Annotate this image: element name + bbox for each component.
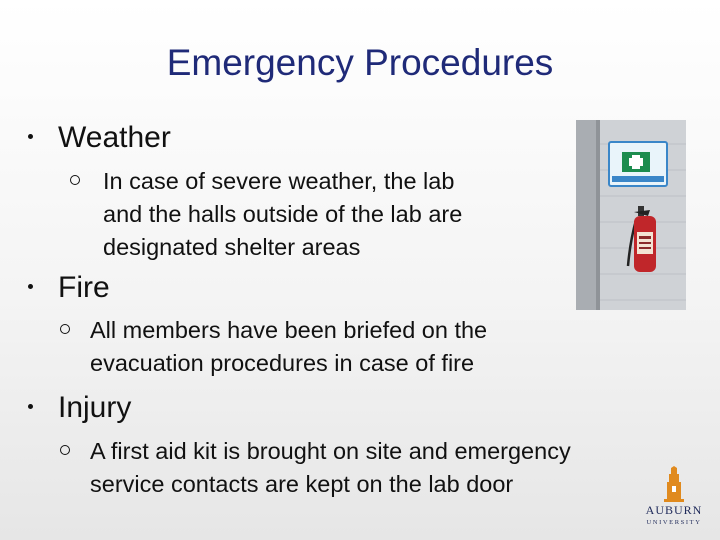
first-aid-and-extinguisher-photo	[576, 120, 686, 310]
bullet-heading: Fire	[58, 271, 110, 304]
logo-wordmark: AUBURN	[645, 503, 703, 517]
sub-bullet-fire	[90, 314, 487, 380]
bullet-dot-icon	[28, 134, 33, 139]
sub-line: and the halls outside of the lab are	[103, 201, 463, 227]
sub-line: evacuation procedures in case of fire	[90, 350, 475, 376]
slide-title: Emergency Procedures	[166, 42, 554, 83]
sub-line: designated shelter areas	[103, 234, 361, 260]
bullet-dot-icon	[28, 284, 33, 289]
sub-bullet-circle-icon	[60, 445, 70, 455]
bullet-injury	[58, 391, 131, 425]
sub-line: All members have been briefed on the	[90, 317, 488, 343]
bullet-dot-icon	[28, 404, 33, 409]
tower-icon	[636, 466, 712, 502]
bullet-heading: Weather	[58, 121, 171, 154]
logo-subtext: UNIVERSITY	[646, 519, 702, 526]
auburn-university-logo	[636, 466, 712, 534]
bullet-fire	[58, 271, 110, 305]
sub-line: A first aid kit is brought on site and emergency	[90, 438, 571, 464]
bullet-heading: Injury	[58, 391, 132, 424]
sub-bullet-weather	[103, 165, 462, 264]
sub-bullet-circle-icon	[70, 175, 80, 185]
sub-bullet-injury	[90, 435, 571, 501]
sub-line: service contacts are kept on the lab door	[90, 471, 514, 497]
sub-bullet-circle-icon	[60, 324, 70, 334]
sub-line: In case of severe weather, the lab	[103, 168, 455, 194]
bullet-weather	[58, 121, 171, 155]
